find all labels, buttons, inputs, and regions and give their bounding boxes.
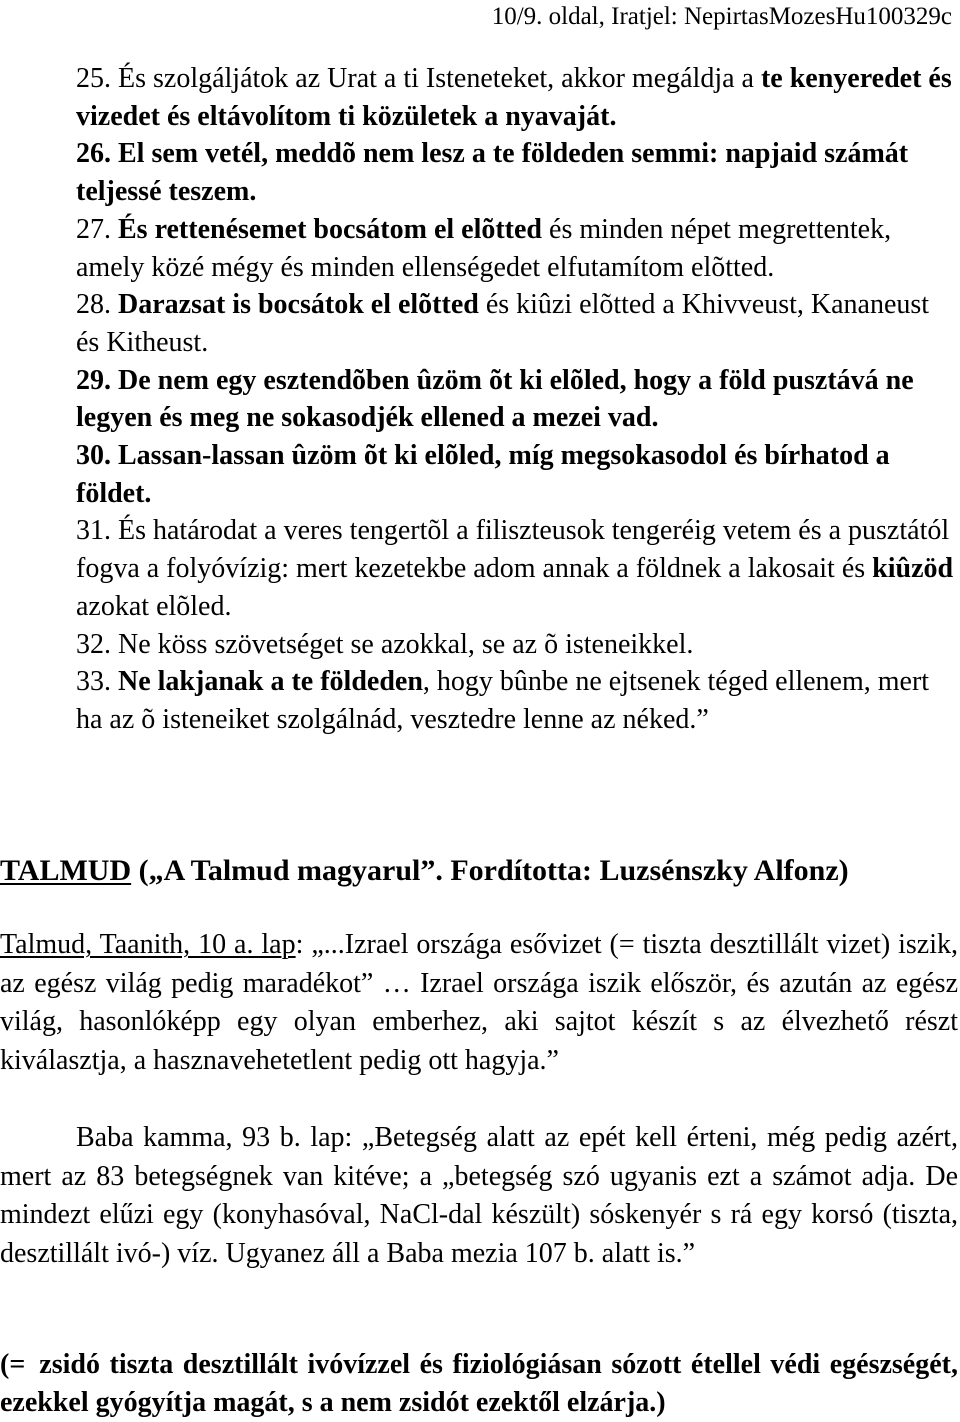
verse-31 [76,512,956,625]
verse-27 [76,211,956,286]
verse-number: 27. [76,213,111,245]
verse-32 [76,626,956,664]
verse-number: 32. [76,628,111,660]
verse-28 [76,286,956,361]
note-text: zsidó tiszta desztillált ivóvízzel és fiziológiásan sózott étellel védi egészségét, ezekkel gyógyítja magát, s a nem zsidót ezektől elzárja.) [0,1349,958,1418]
verse-text: , hogy bûnbe ne ejtsenek téged ellenem, mert ha az õ isteneiket szolgálnád, vesztedre lenne az néked.” [76,666,930,735]
talmud-paragraph-2 [0,1119,958,1273]
section-title [0,851,960,891]
reference-colon: : [295,929,304,960]
verse-number: 25. [76,63,111,94]
verse-text: Ne köss szövetséget se azokkal, se az õ isteneikkel. [118,628,694,660]
verse-text-bold: te kenyeredet és vizedet és eltávolítom ti közületek a nyavaját. [76,63,952,132]
section-title-underlined: TALMUD [0,854,132,887]
verse-number: 28. [76,289,111,321]
note-open: (= [0,1349,26,1380]
verse-text: És határodat a veres tengertõl a filiszteusok tengeréig vetem és a pusztától fogva a folyóvízig: mert kezetekbe adom annak a földnek a lakosait és [76,515,950,585]
verse-25 [76,60,956,135]
verse-text-bold: De nem egy esztendõben ûzöm õt ki elõled, hogy a föld pusztává ne legyen és meg ne sokasodjék ellened a mezei vad. [76,364,914,434]
verse-text-bold: El sem vetél, meddõ nem lesz a te földeden semmi: napjaid számát teljessé teszem. [76,138,909,208]
verse-number: 33. [76,666,111,698]
verse-text-bold: Ne lakjanak a te földeden [118,666,423,698]
talmud-reference: Talmud, Taanith, 10 a. lap [0,929,296,960]
verse-text-bold: Darazsat is bocsátok el elõtted [118,289,479,321]
verse-29 [76,362,956,437]
verse-text: azokat elõled. [76,590,232,622]
verse-30 [76,437,956,512]
verse-26 [76,135,956,210]
talmud-paragraph-1 [0,926,958,1080]
verse-text-bold: kiûzöd [872,553,954,585]
verse-number: 26. [76,138,111,170]
verse-text: és minden népet megrettentek, amely közé mégy és minden ellenségedet elfutamítom elõtted. [76,213,892,283]
bible-verses [76,60,956,739]
verse-text: és kiûzi elõtted a Khivveust, Kananeust és Kitheust. [76,289,930,358]
section-title-rest: („A Talmud magyarul”. Fordította: Luzsénszky Alfonz) [131,854,849,887]
verse-text-bold: Lassan-lassan ûzöm õt ki elõled, míg megsokasodol és bírhatod a földet. [76,440,890,509]
verse-number: 29. [76,364,111,396]
page-header: 10/9. oldal, Iratjel: NepirtasMozesHu100329c [491,3,952,30]
verse-text-bold: És rettenésemet bocsátom el elõtted [118,213,543,245]
verse-number: 31. [76,515,111,547]
closing-note [0,1346,958,1422]
talmud-quote: Baba kamma, 93 b. lap: „Betegség alatt az epét kell érteni, még pedig azért, mert az 83 betegségnek van kitéve; a „betegség szó ugyanis ezt a számot adja. De mindezt elűzi egy (konyhasóval, NaCl-dal készült) sóskenyér s rá egy korsó (tiszta, desztillált ivó-) víz. Ugyanez áll a Baba mezia 107 b. alatt is.” [0,1122,958,1269]
talmud-quote: „...Izrael országa esővizet (= tiszta desztillált vizet) iszik, az egész világ pedig maradékot” … Izrael országa iszik először, és azután az egész világ, hasonlóképp egy olyan emberhez, aki sajtot készít s az élvezhető részt kiválasztja, a hasznavehetetlent pedig ott hagyja.” [0,929,959,1076]
verse-number: 30. [76,440,111,472]
verse-text: És szolgáljátok az Urat a ti Isteneteket, akkor megáldja a [118,63,761,94]
verse-33 [76,663,956,738]
